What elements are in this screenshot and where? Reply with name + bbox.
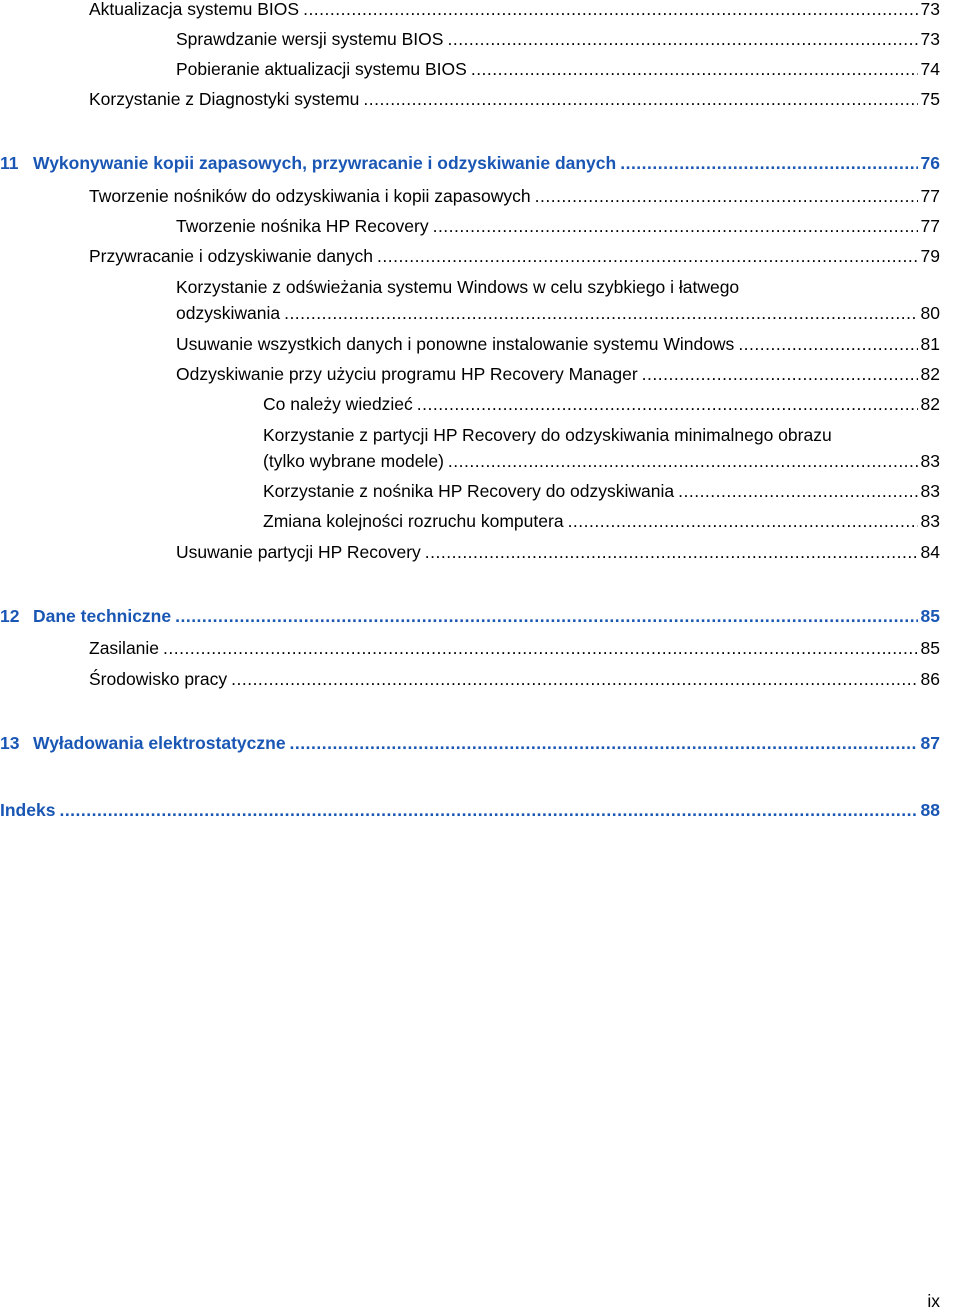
- toc-entry-title: Aktualizacja systemu BIOS: [89, 0, 300, 19]
- dot-leader: [59, 797, 917, 823]
- toc-entry-page: 77: [920, 216, 940, 236]
- chapter-number: 12: [0, 606, 20, 626]
- toc-entry[interactable]: [263, 508, 940, 534]
- toc-entry[interactable]: [89, 666, 940, 692]
- toc-entry-page: 80: [920, 303, 940, 323]
- chapter-heading: [0, 603, 171, 629]
- toc-entry-page: 85: [920, 638, 940, 658]
- toc-entry[interactable]: [263, 478, 940, 504]
- toc-entry-title: Usuwanie wszystkich danych i ponowne instalowanie systemu Windows: [176, 334, 735, 354]
- toc-entry-title: Pobieranie aktualizacji systemu BIOS: [176, 59, 467, 79]
- dot-leader: [678, 478, 917, 504]
- toc-entry[interactable]: [263, 391, 940, 417]
- toc-entry-page: 76: [920, 153, 940, 173]
- toc-chapter-entry[interactable]: [0, 730, 940, 756]
- toc-entry-page: 73: [920, 29, 940, 49]
- toc-entry-title: Zasilanie: [89, 638, 160, 658]
- dot-leader: [425, 539, 918, 565]
- toc-entry-title: Środowisko pracy: [89, 669, 228, 689]
- toc-entry-title: Usuwanie partycji HP Recovery: [176, 542, 421, 562]
- dot-leader: [568, 508, 918, 534]
- dot-leader: [447, 26, 917, 52]
- dot-leader: [642, 361, 918, 387]
- chapter-number: 11: [0, 153, 19, 173]
- toc-entry-title: Przywracanie i odzyskiwanie danych: [89, 246, 374, 266]
- dot-leader: [303, 0, 917, 22]
- dot-leader: [290, 730, 918, 756]
- dot-leader: [417, 391, 918, 417]
- toc-entry-title: Indeks: [0, 800, 56, 820]
- toc-entry-page: 77: [920, 186, 940, 206]
- toc-entry[interactable]: [89, 635, 940, 661]
- toc-entry[interactable]: [89, 243, 940, 269]
- page-number: ix: [927, 1291, 940, 1311]
- toc-entry[interactable]: [176, 26, 940, 52]
- dot-leader: [738, 331, 917, 357]
- toc-entry-title: Tworzenie nośnika HP Recovery: [176, 216, 429, 236]
- toc-entry-title: Korzystanie z Diagnostyki systemu: [89, 89, 360, 109]
- toc-entry-page: 83: [920, 511, 940, 531]
- toc-entry[interactable]: [176, 213, 940, 239]
- toc-entry-title: Co należy wiedzieć: [263, 394, 413, 414]
- toc-entry-title: Tworzenie nośników do odzyskiwania i kopii zapasowych: [89, 186, 531, 206]
- toc-entry-title: Korzystanie z nośnika HP Recovery do odzyskiwania: [263, 481, 675, 501]
- toc-entry[interactable]: [176, 331, 940, 357]
- chapter-heading: [0, 150, 616, 176]
- toc-entry-title: Sprawdzanie wersji systemu BIOS: [176, 29, 444, 49]
- toc-entry-page: 86: [920, 669, 940, 689]
- dot-leader: [433, 213, 918, 239]
- dot-leader: [535, 183, 918, 209]
- toc-entry-title-line1: Korzystanie z odświeżania systemu Windows w celu szybkiego i łatwego: [176, 277, 740, 297]
- dot-leader: [620, 150, 917, 176]
- toc-entry[interactable]: [176, 361, 940, 387]
- toc-entry-page: 74: [920, 59, 940, 79]
- toc-entry-title-line1: Korzystanie z partycji HP Recovery do odzyskiwania minimalnego obrazu: [263, 425, 832, 445]
- toc-entry[interactable]: [263, 448, 940, 474]
- chapter-heading: [0, 730, 286, 756]
- toc-entry-page: 82: [920, 394, 940, 414]
- toc-entry[interactable]: [176, 300, 940, 326]
- toc-chapter-entry[interactable]: [0, 603, 940, 629]
- toc-entry[interactable]: [176, 539, 940, 565]
- toc-entry-page: 83: [920, 481, 940, 501]
- toc-entry[interactable]: [89, 183, 940, 209]
- dot-leader: [448, 448, 918, 474]
- toc-entry-page: 75: [920, 89, 940, 109]
- toc-chapter-entry[interactable]: [0, 150, 940, 176]
- chapter-number: 13: [0, 733, 20, 753]
- toc-entry-page: 82: [920, 364, 940, 384]
- dot-leader: [471, 56, 918, 82]
- toc-entry-page: 83: [920, 451, 940, 471]
- toc-entry-title: Wyładowania elektrostatyczne: [33, 733, 286, 753]
- dot-leader: [163, 635, 917, 661]
- toc-chapter-entry[interactable]: [0, 797, 940, 823]
- toc-entry-title: odzyskiwania: [176, 303, 281, 323]
- toc-entry-title: Odzyskiwanie przy użyciu programu HP Recovery Manager: [176, 364, 638, 384]
- toc-entry-page: 84: [920, 542, 940, 562]
- toc-entry[interactable]: [89, 86, 940, 112]
- toc-entry[interactable]: [89, 0, 940, 22]
- toc-entry-page: 88: [920, 800, 940, 820]
- toc-entry-title: Dane techniczne: [33, 606, 172, 626]
- dot-leader: [377, 243, 918, 269]
- toc-entry[interactable]: [176, 56, 940, 82]
- toc-entry-page: 73: [920, 0, 940, 19]
- toc-entry-page: 81: [920, 334, 940, 354]
- toc-entry-page: 79: [920, 246, 940, 266]
- dot-leader: [231, 666, 917, 692]
- toc-entry-title: (tylko wybrane modele): [263, 451, 444, 471]
- toc-entry-title: Zmiana kolejności rozruchu komputera: [263, 511, 564, 531]
- toc-entry-page: 85: [920, 606, 940, 626]
- dot-leader: [363, 86, 917, 112]
- dot-leader: [284, 300, 917, 326]
- dot-leader: [175, 603, 917, 629]
- toc-entry-page: 87: [920, 733, 940, 753]
- toc-entry-title: Wykonywanie kopii zapasowych, przywracanie i odzyskiwanie danych: [33, 153, 617, 173]
